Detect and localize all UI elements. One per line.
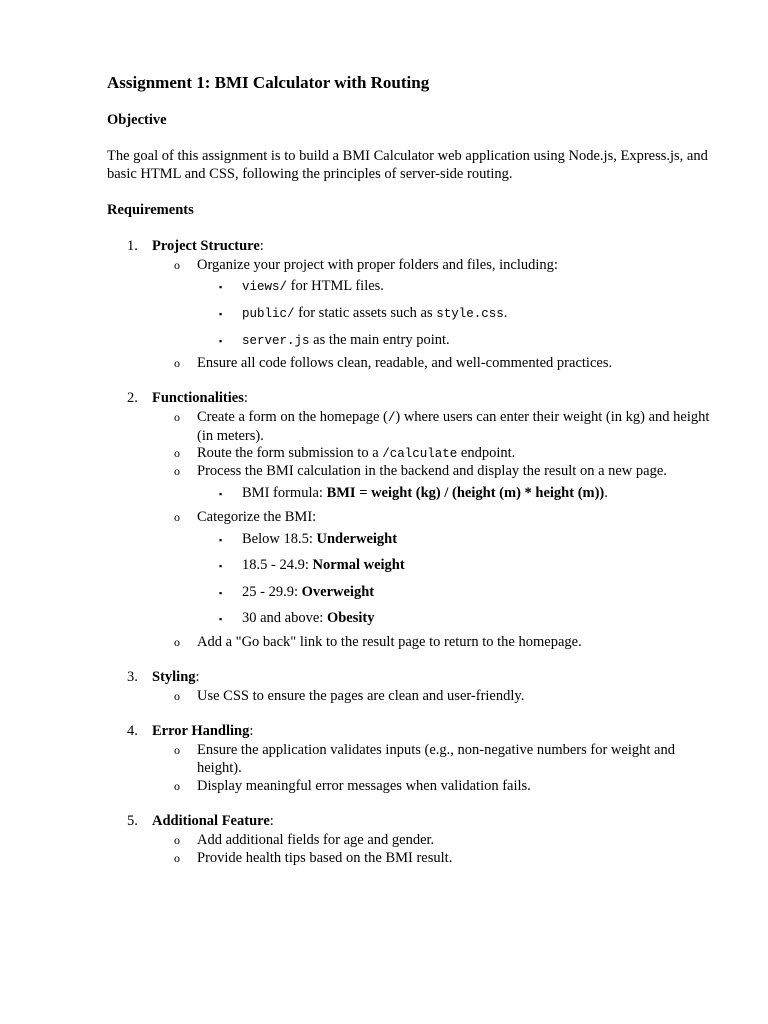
circle-bullet-icon: o xyxy=(174,635,180,649)
section-2-title: 2. Functionalities: xyxy=(127,390,248,406)
list-item: Add additional fields for age and gender. xyxy=(197,832,435,848)
document-title: Assignment 1: BMI Calculator with Routing xyxy=(107,73,430,92)
square-bullet-icon: ▪ xyxy=(219,282,223,292)
list-item: Create a form on the homepage (/) where users can enter their weight (in kg) and height (in meters). xyxy=(197,409,710,444)
square-bullet-icon: ▪ xyxy=(219,309,223,319)
list-item: Use CSS to ensure the pages are clean and user-friendly. xyxy=(197,688,525,704)
list-item: views/ for HTML files. xyxy=(242,278,384,294)
list-item: public/ for static assets such as style.css. xyxy=(242,305,508,321)
list-item: Below 18.5: Underweight xyxy=(242,531,398,547)
list-item: Process the BMI calculation in the backend and display the result on a new page. xyxy=(197,463,667,479)
circle-bullet-icon: o xyxy=(174,689,180,703)
section-3-title: 3. Styling: xyxy=(127,669,200,685)
circle-bullet-icon: o xyxy=(174,258,180,272)
square-bullet-icon: ▪ xyxy=(219,588,223,598)
list-item: Display meaningful error messages when validation fails. xyxy=(197,778,531,794)
list-item: Categorize the BMI: xyxy=(197,509,317,525)
circle-bullet-icon: o xyxy=(174,410,180,424)
square-bullet-icon: ▪ xyxy=(219,614,223,624)
list-item: server.js as the main entry point. xyxy=(242,332,450,348)
section-1-title: 1. Project Structure: xyxy=(127,238,264,254)
circle-bullet-icon: o xyxy=(174,851,180,865)
circle-bullet-icon: o xyxy=(174,510,180,524)
list-item: Ensure all code follows clean, readable, and well-commented practices. xyxy=(197,355,613,371)
list-item: 30 and above: Obesity xyxy=(242,610,375,626)
section-5-title: 5. Additional Feature: xyxy=(127,813,274,829)
circle-bullet-icon: o xyxy=(174,464,180,478)
list-item: Organize your project with proper folders and files, including: xyxy=(197,257,558,273)
requirements-heading: Requirements xyxy=(107,202,194,218)
circle-bullet-icon: o xyxy=(174,446,180,460)
objective-heading: Objective xyxy=(107,112,167,128)
circle-bullet-icon: o xyxy=(174,833,180,847)
circle-bullet-icon: o xyxy=(174,779,180,793)
square-bullet-icon: ▪ xyxy=(219,535,223,545)
list-item: Route the form submission to a /calculate endpoint. xyxy=(197,445,516,461)
square-bullet-icon: ▪ xyxy=(219,561,223,571)
list-item: 18.5 - 24.9: Normal weight xyxy=(242,557,405,573)
list-item: Provide health tips based on the BMI result. xyxy=(197,850,453,866)
list-item: 25 - 29.9: Overweight xyxy=(242,584,375,600)
list-item: Ensure the application validates inputs (e.g., non-negative numbers for weight and height). xyxy=(197,742,675,776)
circle-bullet-icon: o xyxy=(174,743,180,757)
square-bullet-icon: ▪ xyxy=(219,489,223,499)
section-4-title: 4. Error Handling: xyxy=(127,723,254,739)
objective-paragraph: The goal of this assignment is to build a BMI Calculator web application using Node.js, Express.js, and basic HTML and CSS, following the principles of server-side routing. xyxy=(107,148,708,182)
circle-bullet-icon: o xyxy=(174,356,180,370)
list-item: BMI formula: BMI = weight (kg) / (height (m) * height (m)). xyxy=(242,485,608,501)
square-bullet-icon: ▪ xyxy=(219,336,223,346)
list-item: Add a "Go back" link to the result page to return to the homepage. xyxy=(197,634,582,650)
